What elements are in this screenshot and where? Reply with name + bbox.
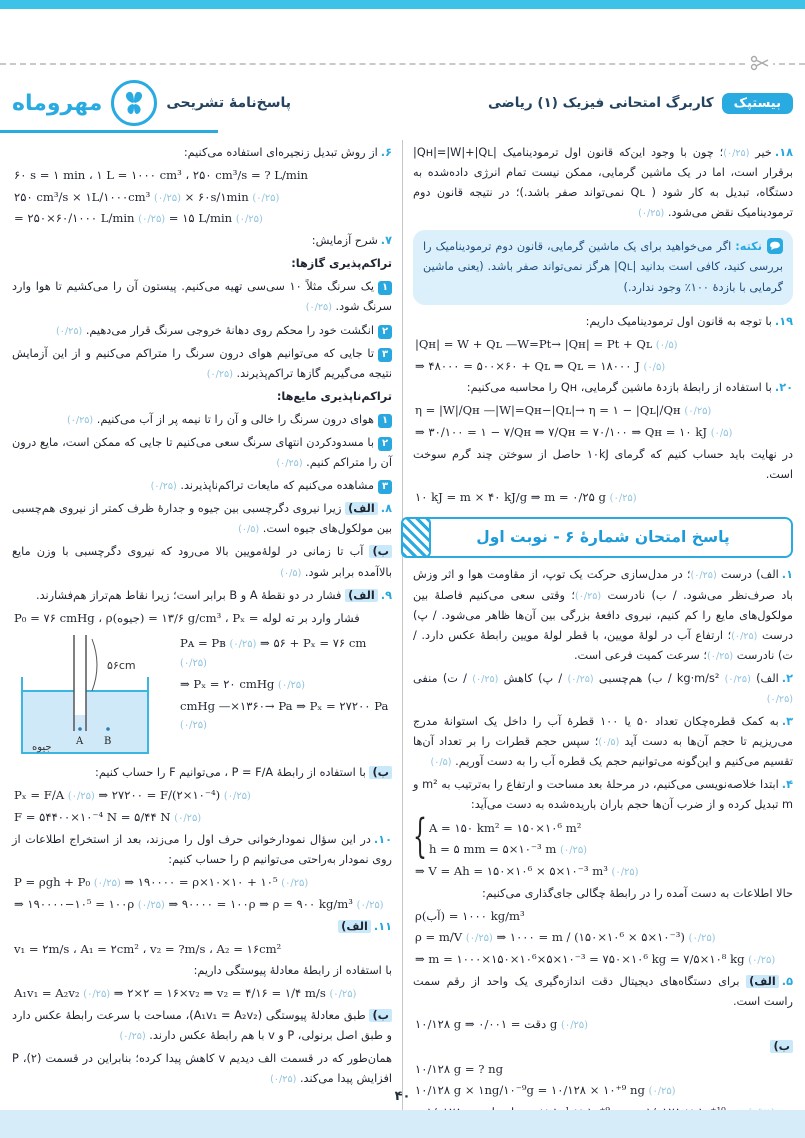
top-accent-bar [0,0,805,9]
item-number: ۹. [380,588,392,602]
item-text: فشار در دو نقطهٔ A و B برابر است؛ زیرا نقاط هم‌تراز هم‌فشارند. [36,588,342,602]
right-column [413,140,793,1125]
formula: Pₓ = F∕A (۰/۲۵) ⇒ ۲۷۲۰۰ = F∕(۲×۱۰⁻⁴) (۰/۲۵) [14,788,251,803]
striped-ornament [401,517,431,559]
formula: ⇒ Pₓ = ۲۰ cmHg (۰/۲۵) [180,676,305,691]
formula: { A = ۱۵۰ km² = ۱۵۰×۱۰⁶ m² [429,820,582,835]
item-text: به کمک قطره‌چکان تعداد ۵۰ یا ۱۰۰ قطرهٔ آب را داخل یک استوانهٔ مدرج می‌ریزیم تا حجم آن‌ها به دست آید (۰/۵)؛ سپس حجم قطرات را بر تعداد آن‌ها تقسیم می‌کنیم و این‌گونه می‌توانیم حجم یک قطره آب را به دست آوریم. (۰/۵) [413,715,793,769]
answer-item-9 [12,586,392,606]
formula: ⇒ ۴۸۰۰۰ = ۵۰۰×۶۰ + Qʟ ⇒ Qʟ = ۱۸۰۰۰ J (۰/۵) [415,358,666,373]
page-number: ۴۰ [394,1089,411,1104]
chat-bubble-icon [767,238,783,254]
note-text: اگر می‌خواهید برای یک ماشین گرمایی، قانون دوم ترمودینامیک را بررسی کنید، کافی است بدانید |Qʟ| هرگز نمی‌تواند صفر باشد. (یعنی ماشین گرمایی با بازدهٔ ۱۰۰٪ وجود ندارد.) [423,240,783,294]
step-number-badge: ۲ [378,437,392,451]
formula: ⇒ m = ۱۰۰۰×۱۵۰×۱۰⁶×۵×۱۰⁻³ = ۷۵۰×۱۰⁶ kg = ۷/۵×۱۰⁸ kg (۰/۲۵) [415,952,776,967]
item-number: ۳. [781,715,793,729]
item-number: ۱۰. [373,832,392,846]
item-number: ۵. [781,974,793,988]
part-marker: ب) [369,545,392,558]
item-text: آب تا زمانی در لولهٔ‌مویین بالا می‌رود که نیروی دگرچسبی با وزن مایع بالاآمده برابر شود. (۰/۵) [12,545,392,579]
formula: ۱۰/۱۲۸ g = ? ng [415,1061,504,1076]
liquid-incompressibility-label: تراکم‌ناپذیری مایع‌ها: [276,389,392,403]
formula: v₁ = ۲m/s ، A₁ = ۲cm² ، v₂ = ?m/s ، A₂ = ۱۶cm² [14,941,282,956]
answer-item-9b [12,763,392,783]
formula: ρ = m∕V (۰/۲۵) ⇒ ۱۰۰۰ = m ∕ (۱۵۰×۱۰⁶ × ۵×۱۰⁻³) (۰/۲۵) [415,930,716,945]
formula: η = |W|∕Qʜ —|W|=Qʜ−|Qʟ|→ η = ۱ − |Qʟ|∕Qʜ (۰/۲۵) [415,403,712,418]
step-text: یک سرنگ مثلاً ۱۰ سی‌سی تهیه می‌کنیم. پیستون آن را می‌کشیم تا هوا وارد سرنگ شود. (۰/۲۵) [12,280,392,314]
item-number: ۲. [781,671,793,685]
item-text: از روش تبدیل زنجیره‌ای استفاده می‌کنیم: [183,146,378,159]
answer-item-7 [12,231,392,251]
item-number: ۱۹. [774,314,793,328]
paragraph: حالا اطلاعات به دست آمده را در رابطهٔ چگالی جای‌گذاری می‌کنیم: [482,886,793,900]
item-text: ابتدا خلاصه‌نویسی می‌کنیم، در مرحلهٔ بعد مساحت و ارتفاع را به‌ترتیب به m² و m تبدیل کرده و از ضرب آن‌ها حجم باران باریده‌شده به دست می‌آید: [413,778,793,812]
mercury-tube-figure-row [12,631,392,759]
experiment-step [12,277,392,317]
item-number: ۸. [380,502,392,516]
note-box [413,230,793,304]
part-marker: الف) [345,589,378,602]
point-a-label: A [76,736,84,748]
answer-item-11 [12,917,392,937]
publisher-name: مهروماه [12,90,103,116]
step-number-badge: ۱ [378,281,392,295]
step-text: انگشت خود را محکم روی دهانهٔ خروجی سرنگ قرار می‌دهیم. (۰/۲۵) [56,323,374,337]
header-brand-group [12,80,291,126]
part-marker: ب) [369,1009,392,1022]
mercury-tube-figure [12,631,172,759]
paragraph: در نهایت باید حساب کنیم که گرمای ۱۰kJ حاصل از سوختن چند گرم سوخت است. [413,447,793,481]
formula: Pᴀ = Pʙ (۰/۲۵) ⇒ ۵۶ + Pₓ = ۷۶ cm (۰/۲۵) [180,636,367,670]
note-label: نکته: [735,240,762,254]
experiment-step [12,433,392,473]
item-number: ۶. [380,146,392,159]
step-text: مشاهده می‌کنیم که مایعات تراکم‌ناپذیرند. (۰/۲۵) [150,479,374,493]
system-of-equations [413,819,793,859]
answer-item-6 [12,143,392,163]
answer-item-8 [12,499,392,539]
item-text: الف) kg·m/s² (۰/۲۵) / ب) هم‌چسبی (۰/۲۵) / پ) کاهش (۰/۲۵) / ت) منفی (۰/۲۵) [413,671,793,705]
experiment-step [12,410,392,430]
item-text: زیرا نیروی دگرچسبی بین جیوه و جدارهٔ ظرف کمتر از نیروی هم‌چسبی بین مولکول‌های جیوه است. (۰/۵) [12,502,392,536]
answer-key-label: پاسخ‌نامهٔ تشریحی [166,95,292,111]
formula: cmHg —×۱۳۶۰→ Pa ⇒ Pₓ = ۲۷۲۰۰ Pa (۰/۲۵) [180,698,389,732]
part-marker: ب) [770,1040,793,1053]
part-marker: الف) [338,920,371,933]
cut-line [0,63,805,65]
formula: P = ρgh + P₀ (۰/۲۵) ⇒ ۱۹۰۰۰۰ = ρ×۱۰×۱۰ + ۱۰⁵ (۰/۲۵) [14,875,309,890]
answer-item-18 [413,143,793,223]
item-text: خیر (۰/۲۵)؛ چون با وجود این‌که قانون اول ترمودینامیک |Qʜ|=|W|+|Qʟ| برقرار است، اما در یک ماشین گرمایی، ممکن نیست تمام انرژی داده‌شده به دستگاه، تبدیل به کار شود ( Qʟ نمی‌تواند صفر باشد.)؛ در نتیجه قانون دوم ترمودینامیک نقض می‌شود. (۰/۲۵) [413,146,793,220]
item-number: ۱۱. [373,919,392,933]
answer-item-5 [413,972,793,1012]
item-text: با توجه به قانون اول ترمودینامیک داریم: [585,314,772,328]
experiment-step [12,476,392,496]
formula: ⇒ ۱۹۰۰۰۰−۱۰⁵ = ۱۰۰ρ (۰/۲۵) ⇒ ۹۰۰۰۰ = ۱۰۰ρ ⇒ ρ = ۹۰۰ kg/m³ (۰/۲۵) [14,896,384,911]
step-number-badge: ۱ [378,414,392,428]
bottom-accent-bar [0,1110,805,1138]
part-marker: الف) [345,502,378,515]
experiment-step [12,344,392,384]
item-text: الف) درست (۰/۲۵)؛ در مدل‌سازی حرکت یک توپ، از مقاومت هوا و اثر وزش باد صرف‌نظر می‌شود. / ب) نادرست (۰/۲۵)؛ وقتی سعی می‌کنیم فاصلهٔ بین مولکول‌های مایع را کم کنیم، نیروی دافعهٔ بزرگی بین آن‌ها ظاهر می‌شود. / پ) درست (۰/۲۵)؛ ارتفاع آب در لولهٔ مویین، با قطر لولهٔ مویین رابطهٔ عکس دارد. / ت) نادرست (۰/۲۵)؛ سرعت کمیت فرعی است. [413,568,793,662]
item-text: در این سؤال نمودارخوانی حرف اول را می‌زند، بعد از استخراج اطلاعات از روی نمودار به‌راحتی می‌توانیم ρ را حساب کنیم: [12,832,392,867]
formula: ۶۰ s = ۱ min ، ۱ L = ۱۰۰۰ cm³ ، ۲۵۰ cm³/s = ? L/min [14,168,309,183]
answer-item-4 [413,775,793,815]
item-number: ۱. [781,568,793,582]
part-b-marker [413,1037,793,1057]
content-columns [0,140,805,1125]
step-text: هوای درون سرنگ را خالی و آن را تا نیمه پر از آب می‌کنیم. (۰/۲۵) [66,412,374,426]
item-text: طبق معادلهٔ پیوستگی (A₁v₁ = A₂v₂)، مساحت با سرعت رابطهٔ عکس دارد و طبق اصل برنولی، P و v با هم رابطهٔ عکس دارند. (۰/۲۵) [12,1009,392,1043]
step-number-badge: ۲ [378,325,392,339]
formula: |Qʜ| = W + Qʟ —W=Pt→ |Qʜ| = Pt + Qʟ (۰/۵) [415,336,678,351]
item-text: با استفاده از رابطهٔ P = F∕A ، می‌توانیم F را حساب کنیم: [95,766,366,780]
answer-item-10 [12,830,392,870]
step-text: با مسدودکردن انتهای سرنگ سعی می‌کنیم تا جایی که ممکن است، مایع درون آن را متراکم کنیم. (۰/۲۵) [12,436,392,470]
point-b-label: B [104,736,112,748]
experiment-step [12,321,392,341]
step-text: تا جایی که می‌توانیم هوای درون سرنگ را متراکم می‌کنیم و از این آزمایش نتیجه می‌گیریم گازها تراکم‌پذیرند. (۰/۲۵) [12,346,392,380]
item-number: ۷. [380,234,392,248]
liquid-label: جیوه [32,742,52,754]
figure-formulas [178,631,392,737]
item-number: ۲۰. [774,381,793,395]
formula: ۱۰/۱۲۸ g × ۱ng∕۱۰⁻⁹g = ۱۰/۱۲۸ × ۱۰⁺⁹ ng (۰/۲۵) [415,1083,676,1098]
formula: h = ۵ mm = ۵×۱۰⁻³ m (۰/۲۵) [429,842,587,857]
page-header [0,80,805,126]
left-column [12,140,392,1125]
formula: ρ(آب) = ۱۰۰۰ kg/m³ [415,908,525,923]
answer-item-3 [413,712,793,772]
part-marker: الف) [746,975,779,988]
paragraph: با استفاده از رابطهٔ معادلهٔ پیوستگی داریم: [193,964,392,978]
answer-item-11b [12,1006,392,1046]
formula: F = ۵۴۴۰۰×۱۰⁻⁴ N = ۵/۴۴ N (۰/۲۵) [14,810,202,825]
part-marker: ب) [369,766,392,779]
worksheet-title: کاربرگ امتحانی فیزیک (۱) ریاضی [488,95,714,111]
answer-item-1 [413,565,793,665]
exam-section-header [413,517,793,559]
formula: = ۲۵۰×۶۰∕۱۰۰۰ L∕min (۰/۲۵) = ۱۵ L/min (۰/۲۵) [14,211,263,226]
item-number: ۴. [781,778,793,792]
item-text: با استفاده از رابطهٔ بازدهٔ ماشین گرمایی، Qʜ را محاسبه می‌کنیم: [466,381,772,395]
formula: ۱۰/۱۲۸ g ⇒ دقت = ۰/۰۰۱ g (۰/۲۵) [415,1017,588,1031]
item-number: ۱۸. [774,146,794,159]
gas-compressibility-label: تراکم‌پذیری گازها: [291,257,392,271]
answer-item-8b [12,542,392,582]
paragraph: همان‌طور که در قسمت الف دیدیم v کاهش پیدا کرده؛ بنابراین در قسمت (۲)، P افزایش پیدا می‌کند. (۰/۲۵) [12,1052,393,1086]
publisher-logo-icon [111,80,157,126]
header-subject-group [488,93,793,114]
height-label: ۵۶cm [107,659,136,673]
step-number-badge: ۳ [378,348,392,362]
formula: A₁v₁ = A₂v₂ (۰/۲۵) ⇒ ۲×۲ = ۱۶×v₂ ⇒ v₂ = ۴∕۱۶ = ۱∕۴ m/s (۰/۲۵) [14,986,357,1001]
answer-item-20 [413,378,793,398]
item-text: برای دستگاه‌های دیجیتال دقت اندازه‌گیری یک واحد از رقم سمت راست است. [413,974,793,1008]
item-text: شرح آزمایش: [311,234,378,248]
scissors-icon [747,55,773,75]
step-number-badge: ۳ [378,480,392,494]
formula: ⇒ V = Ah = ۱۵۰×۱۰⁶ × ۵×۱۰⁻³ m³ (۰/۲۵) [415,863,639,878]
section-title: پاسخ امتحان شمارهٔ ۶ - نوبت اول [476,527,730,546]
formula: P₀ = ۷۶ cmHg ، ρ(جیوه) = ۱۳/۶ g/cm³ ، Pₓ = فشار وارد بر ته لوله [14,610,360,625]
series-badge: بیستپک [722,93,793,114]
answer-item-19 [413,312,793,332]
formula: ۱۰ kJ = m × ۴۰ kJ/g ⇒ m = ۰/۲۵ g (۰/۲۵) [415,490,637,505]
answer-item-2 [413,669,793,709]
formula: ۲۵۰ cm³∕s × ۱L∕۱۰۰۰cm³ (۰/۲۵) × ۶۰s∕۱min (۰/۲۵) [14,189,280,204]
column-divider [402,140,403,1125]
brand-accent-rule [0,130,218,133]
formula: ⇒ ۳۰∕۱۰۰ = ۱ − ۷∕Qʜ ⇒ ۷∕Qʜ = ۷۰∕۱۰۰ ⇒ Qʜ = ۱۰ kJ (۰/۵) [415,425,733,440]
